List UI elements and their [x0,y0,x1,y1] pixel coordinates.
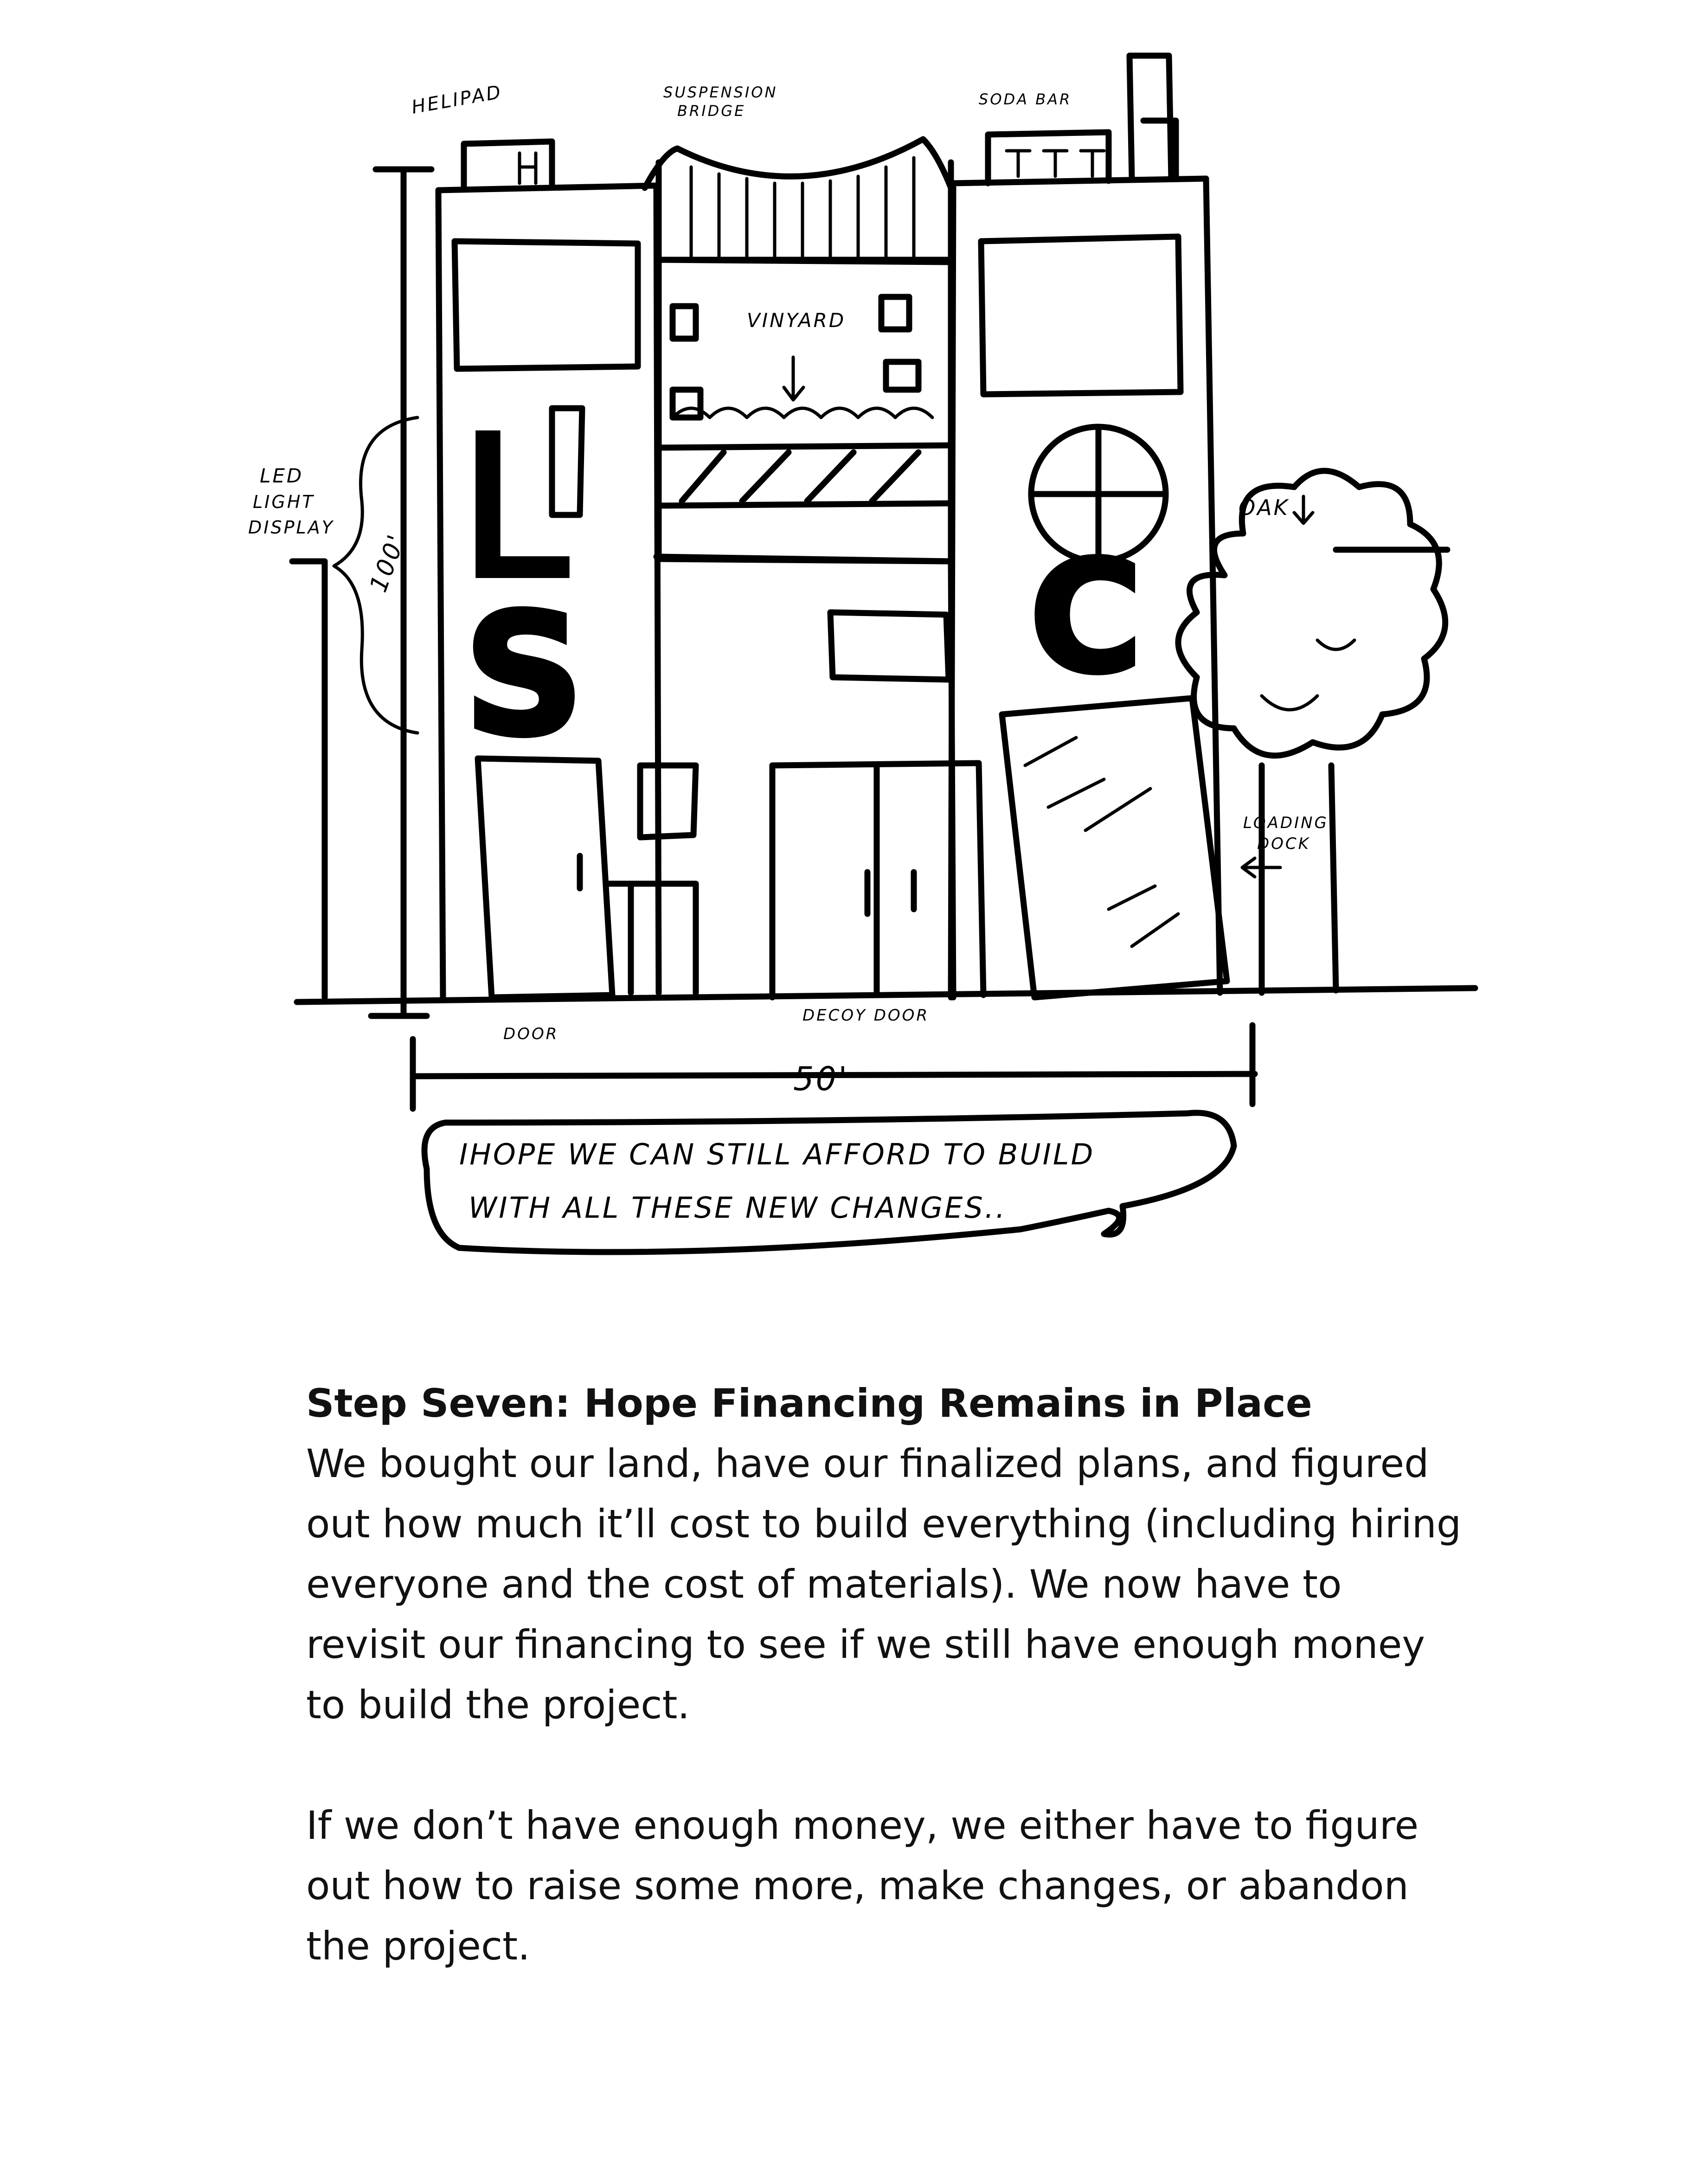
left-door [478,758,612,997]
speech-line-2: WITH ALL THESE NEW CHANGES.. [469,1191,1007,1225]
oak-arrow [1294,496,1313,523]
tower [1130,56,1176,179]
soda-bar [988,132,1109,183]
oak-trunk [1262,765,1336,993]
led-pole [292,561,325,997]
vinyard-arrow [784,357,803,400]
bridge-label-2: BRIDGE [677,102,746,120]
right-top-window [981,237,1181,394]
bridge-label-1: SUSPENSION [663,84,778,101]
ground-line [297,988,1475,1002]
vinyard-label: VINYARD [747,309,846,332]
height-label: 100' [364,530,411,596]
oak-smile [1262,640,1354,710]
loading-label-1: LOADING [1243,814,1329,832]
helipad [464,141,552,188]
led-letter-c: C [1030,528,1142,707]
helipad-label: HELIPAD [410,81,504,118]
width-label: 50' [793,1060,849,1098]
left-top-window [455,241,638,369]
led-label-3: DISPLAY [248,517,334,538]
middle-small-window [640,765,696,837]
caption-paragraph-1: We bought our land, have our finalized plans, and figured out how much it’ll cost to build everything (including hiring everyone and the cost of materials). We now have to revisit our financing to see if we still have enough money to build the project. [306,1441,1462,1728]
middle-window [830,612,949,680]
step-title: Step Seven: Hope Financing Remains in Place [306,1381,1312,1426]
led-letter-s: S [464,578,584,772]
led-letter-l: L [459,395,568,622]
oak-label: OAK [1239,495,1290,520]
helipad-h [520,153,536,183]
loading-label-2: DOCK [1257,835,1310,853]
soda-bar-stools [1007,151,1104,176]
soda-bar-label: SODA BAR [979,90,1072,108]
speech-bubble [424,1113,1234,1252]
vineyard-stripes [682,452,918,501]
middle-section [656,557,953,997]
decoy-door-label: DECOY DOOR [802,1006,930,1025]
left-small-doors [608,884,696,993]
door-label: DOOR [503,1025,559,1043]
caption-paragraph-2: If we don’t have enough money, we either have to figure out how to raise some more, make changes, or abandon the project. [306,1803,1419,1969]
glass-panel [1002,698,1227,997]
bridge-cables [691,158,914,257]
caption [306,1373,1466,2036]
led-label-1: LED [260,464,304,487]
led-label-2: LIGHT [253,492,315,512]
speech-line-1: IHOPE WE CAN STILL AFFORD TO BUILD [459,1137,1095,1171]
glass-reflections [1025,738,1178,946]
height-dimension [371,169,431,1016]
vines [673,408,932,418]
